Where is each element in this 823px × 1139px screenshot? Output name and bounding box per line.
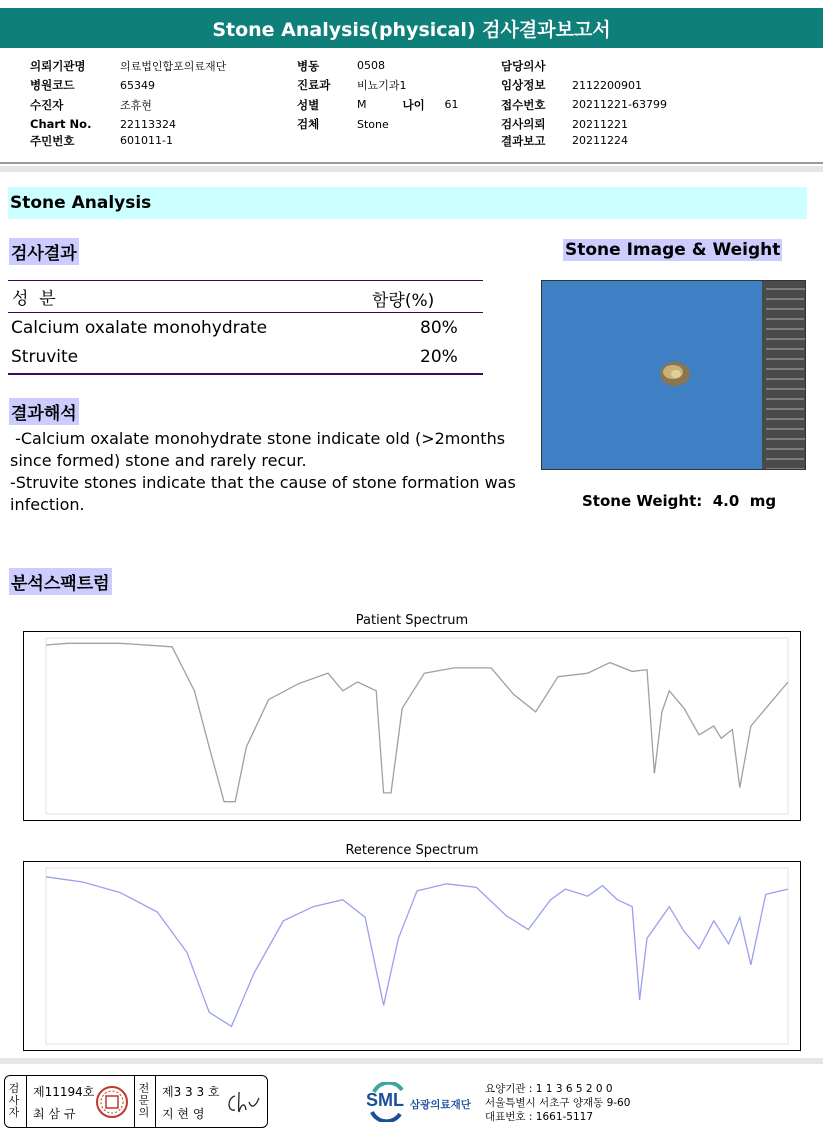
spectrum-heading: 분석스팩트럼	[9, 568, 112, 595]
info-value: 20211221-63799	[572, 98, 667, 112]
examiner-seal-icon	[95, 1085, 129, 1119]
specialist-name: 지 현 영	[162, 1107, 205, 1121]
col-content-header: 함량(%)	[372, 291, 435, 311]
result-heading: 검사결과	[9, 238, 79, 265]
table-header-rule	[8, 312, 483, 313]
stone-photo	[541, 280, 806, 470]
address-line: 대표번호 : 1661-5117	[485, 1111, 594, 1123]
component-name: Struvite	[11, 347, 79, 367]
stone-photo-graphic	[542, 281, 806, 470]
info-value: Stone	[357, 117, 389, 131]
address-line: 서울특별시 서초구 양재동 9-60	[485, 1097, 631, 1109]
patient-spectrum-plot	[24, 632, 800, 820]
info-label: 수진자	[30, 97, 64, 112]
patient-info-col2	[297, 56, 459, 134]
component-name: Calcium oxalate monohydrate	[11, 318, 268, 338]
examiner-name: 최 삼 규	[33, 1107, 76, 1121]
interpretation-line: -Struvite stones indicate that the cause of stone formation was infection.	[10, 473, 516, 514]
info-label: Chart No.	[30, 117, 92, 132]
info-value: 65349	[120, 78, 155, 92]
header-divider	[0, 162, 823, 164]
patient-spectrum-title: Patient Spectrum	[355, 613, 469, 628]
info-value: 601011-1	[120, 134, 173, 148]
stone-weight: Stone Weight: 4.0 mg	[582, 492, 777, 510]
info-value: 20211224	[572, 134, 628, 148]
info-label: 담당의사	[501, 58, 546, 73]
info-label: 접수번호	[501, 97, 546, 112]
interpretation-text	[10, 428, 535, 516]
info-value: 의료법인합포의료재단	[120, 59, 227, 73]
age-label: 나이	[402, 97, 425, 112]
signature-box	[4, 1075, 268, 1128]
info-label: 검체	[297, 117, 320, 132]
info-label: 검사의뢰	[501, 117, 546, 132]
org-address	[485, 1082, 630, 1124]
specialist-label-text: 전문의	[138, 1082, 150, 1119]
section-title: Stone Analysis	[8, 187, 807, 219]
examiner-label	[7, 1083, 21, 1119]
info-value: M	[357, 98, 367, 112]
patient-spectrum-chart	[23, 631, 801, 821]
info-label: 병원코드	[30, 78, 75, 93]
info-value: 0508	[357, 59, 385, 73]
age-value: 61	[444, 98, 459, 112]
reference-spectrum-title: Reterence Spectrum	[345, 843, 479, 858]
patient-spectrum-trace	[46, 643, 788, 801]
component-content: 80%	[420, 318, 458, 338]
info-label: 성별	[297, 97, 320, 112]
interpretation-line: -Calcium oxalate monohydrate stone indicate old (>2months since formed) stone and rarely recur.	[10, 429, 511, 470]
examiner-number: 제11194호	[33, 1085, 95, 1099]
info-label: 임상정보	[501, 78, 546, 93]
reference-spectrum-plot	[24, 862, 800, 1050]
specialist-number: 제3 3 3 호	[162, 1085, 220, 1099]
signature-divider	[155, 1076, 156, 1127]
info-value: 비뇨기과1	[357, 79, 407, 93]
address-line: 요양기관 : 1 1 3 6 5 2 0 0	[485, 1083, 613, 1095]
signature-divider	[134, 1076, 135, 1127]
footer-divider	[0, 1058, 823, 1064]
info-value: 20211221	[572, 117, 628, 131]
org-name: 삼광의료재단	[410, 1099, 471, 1111]
patient-info-col1	[30, 56, 226, 151]
signature-divider	[26, 1076, 27, 1127]
info-label: 진료과	[297, 78, 331, 93]
info-value: 조휴현	[120, 98, 152, 112]
info-label: 병동	[297, 58, 320, 73]
header-divider-band	[0, 166, 823, 172]
col-component-header: 성 분	[12, 289, 56, 309]
reference-spectrum-trace	[46, 877, 788, 1027]
info-label: 의뢰기관명	[30, 58, 86, 73]
table-top-rule	[8, 280, 483, 281]
logo-wordmark: SML	[366, 1090, 404, 1110]
info-label: 결과보고	[501, 133, 546, 148]
table-bottom-rule	[8, 373, 483, 375]
reference-spectrum-chart	[23, 861, 801, 1051]
specialist-label	[137, 1083, 151, 1119]
component-content: 20%	[420, 347, 458, 367]
info-value: 2112200901	[572, 78, 642, 92]
interpretation-heading: 결과해석	[9, 398, 79, 425]
patient-info-col3	[501, 56, 667, 151]
info-label: 주민번호	[30, 133, 75, 148]
specialist-signature-icon	[225, 1088, 265, 1118]
examiner-label-text: 검사자	[8, 1082, 20, 1119]
stone-image-heading: Stone Image & Weight	[565, 240, 781, 260]
report-title: Stone Analysis(physical) 검사결과보고서	[0, 8, 823, 48]
info-value: 22113324	[120, 117, 176, 131]
